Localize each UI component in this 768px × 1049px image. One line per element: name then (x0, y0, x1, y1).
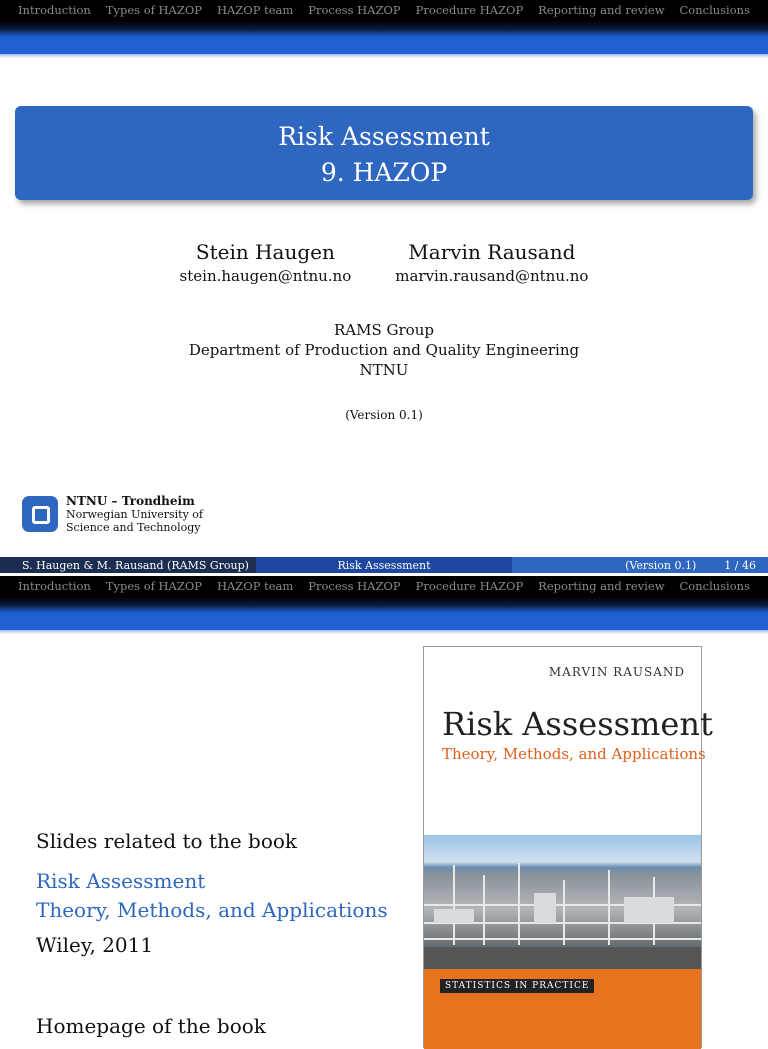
nav-reporting-and-review[interactable]: Reporting and review (538, 3, 665, 17)
title-box (15, 106, 753, 200)
nav-bar (0, 576, 768, 596)
book-publisher: Wiley, 2011 (36, 933, 154, 957)
ntnu-logo-line2: Norwegian University of (66, 508, 203, 521)
author-rausand (395, 240, 588, 286)
book-subtitle-link[interactable]: Theory, Methods, and Applications (36, 898, 388, 922)
authors (0, 240, 768, 286)
ntnu-logo-line3: Science and Technology (66, 521, 201, 534)
title-line2: 9. HAZOP (320, 158, 448, 187)
header-shadow (0, 630, 768, 634)
book-cover (423, 646, 713, 1048)
version-label: (Version 0.1) (345, 408, 423, 422)
refinery-illustration (424, 835, 701, 969)
author-email[interactable]: stein.haugen@ntnu.no (179, 267, 352, 285)
nav-hazop-team[interactable]: HAZOP team (216, 3, 294, 17)
footer-title: Risk Assessment (256, 557, 512, 573)
cover-title: Risk Assessment (442, 705, 713, 743)
nav-bar (0, 0, 768, 20)
footer (0, 557, 768, 573)
ntnu-logo-icon (22, 496, 58, 532)
header-shade (0, 20, 768, 36)
header-band (0, 36, 768, 54)
ntnu-logo-text (66, 494, 203, 534)
nav-procedure-hazop[interactable]: Procedure HAZOP (415, 3, 524, 17)
footer-page: 1 / 46 (724, 558, 756, 572)
book-title-link[interactable]: Risk Assessment (36, 869, 206, 893)
nav-hazop-team[interactable]: HAZOP team (216, 579, 294, 593)
nav-types-of-hazop[interactable]: Types of HAZOP (105, 579, 203, 593)
book-homepage-text: Homepage of the book (36, 1014, 266, 1038)
author-name: Marvin Rausand (408, 240, 576, 264)
cover-photo (424, 835, 701, 969)
nav-process-hazop[interactable]: Process HAZOP (308, 579, 401, 593)
header-shade (0, 596, 768, 612)
cover-subtitle: Theory, Methods, and Applications (442, 745, 706, 763)
author-name: Stein Haugen (195, 240, 335, 264)
title-line1: Risk Assessment (278, 122, 490, 151)
header-shadow (0, 54, 768, 58)
nav-conclusions[interactable]: Conclusions (679, 3, 750, 17)
author-email[interactable]: marvin.rausand@ntnu.no (395, 267, 589, 285)
nav-procedure-hazop[interactable]: Procedure HAZOP (415, 579, 524, 593)
cover-orange-band (424, 969, 701, 1049)
footer-right (512, 557, 768, 573)
institute-university: NTNU (359, 361, 409, 379)
slide-book (0, 576, 768, 1038)
institute-group: RAMS Group (334, 321, 434, 339)
nav-conclusions[interactable]: Conclusions (679, 579, 750, 593)
footer-authors: S. Haugen & M. Rausand (RAMS Group) (0, 557, 256, 573)
institute (0, 320, 768, 380)
author-haugen (180, 240, 352, 286)
nav-process-hazop[interactable]: Process HAZOP (308, 3, 401, 17)
nav-types-of-hazop[interactable]: Types of HAZOP (105, 3, 203, 17)
nav-reporting-and-review[interactable]: Reporting and review (538, 579, 665, 593)
footer-version: (Version 0.1) (625, 558, 697, 572)
nav-introduction[interactable]: Introduction (18, 3, 91, 17)
nav-introduction[interactable]: Introduction (18, 579, 91, 593)
book-intro-text: Slides related to the book (36, 829, 298, 853)
institute-department: Department of Production and Quality Engineering (188, 341, 580, 359)
ntnu-logo-line1: NTNU – Trondheim (66, 494, 195, 508)
cover-series: STATISTICS IN PRACTICE (440, 979, 594, 993)
header-band (0, 612, 768, 630)
cover-author: MARVIN RAUSAND (548, 665, 685, 679)
